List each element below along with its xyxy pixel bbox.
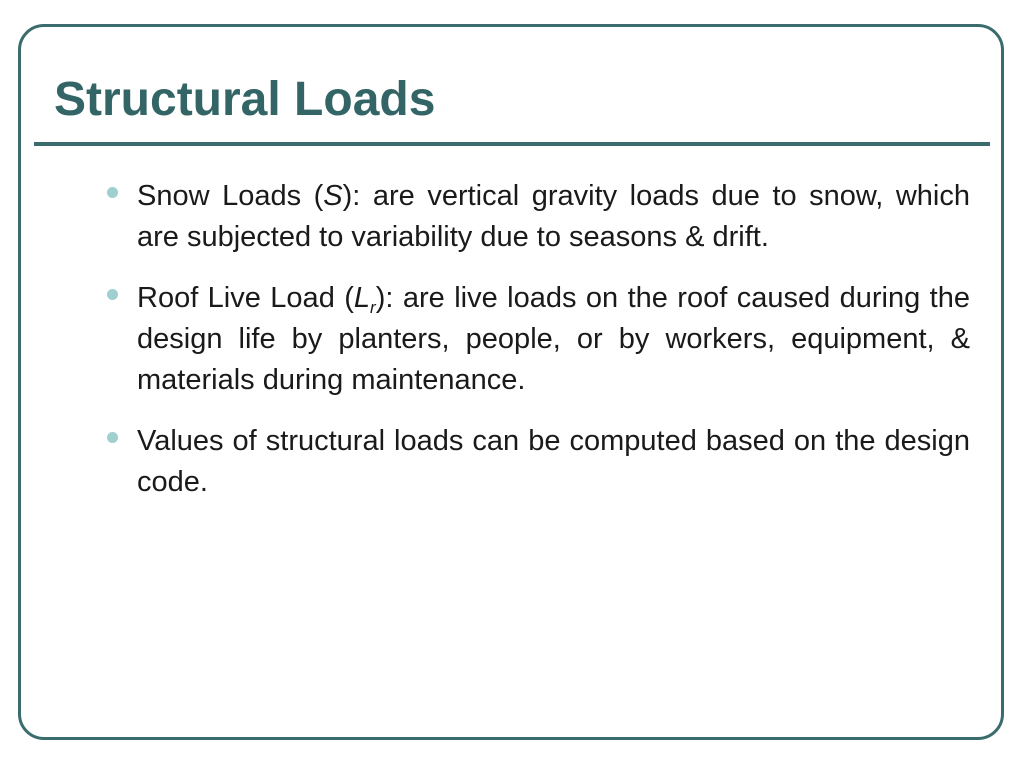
bullet-text-prefix: Snow Loads ( [137,180,324,212]
symbol-roof-live-load: L [353,282,371,314]
bullet-text-suffix: ): are live loads on the roof caused during the design life by planters, people, or by workers, equipment, & materials during maintenance. [137,282,970,396]
bullet-dot-icon [107,187,118,198]
bullet-list [104,176,970,523]
symbol-subscript: r [370,298,376,317]
bullet-design-code [104,421,970,503]
slide-title: Structural Loads [54,73,436,126]
symbol-snow-load: S [323,180,343,212]
bullet-snow-loads [104,176,970,258]
bullet-text: Values of structural loads can be computed based on the design code. [137,425,970,498]
bullet-text-suffix: ): are vertical gravity loads due to snow, which are subjected to variability due to seasons & drift. [137,180,970,253]
bullet-dot-icon [107,432,118,443]
bullet-dot-icon [107,289,118,300]
bullet-roof-live-load [104,278,970,401]
bullet-text-prefix: Roof Live Load ( [137,282,354,314]
title-divider [34,142,990,146]
